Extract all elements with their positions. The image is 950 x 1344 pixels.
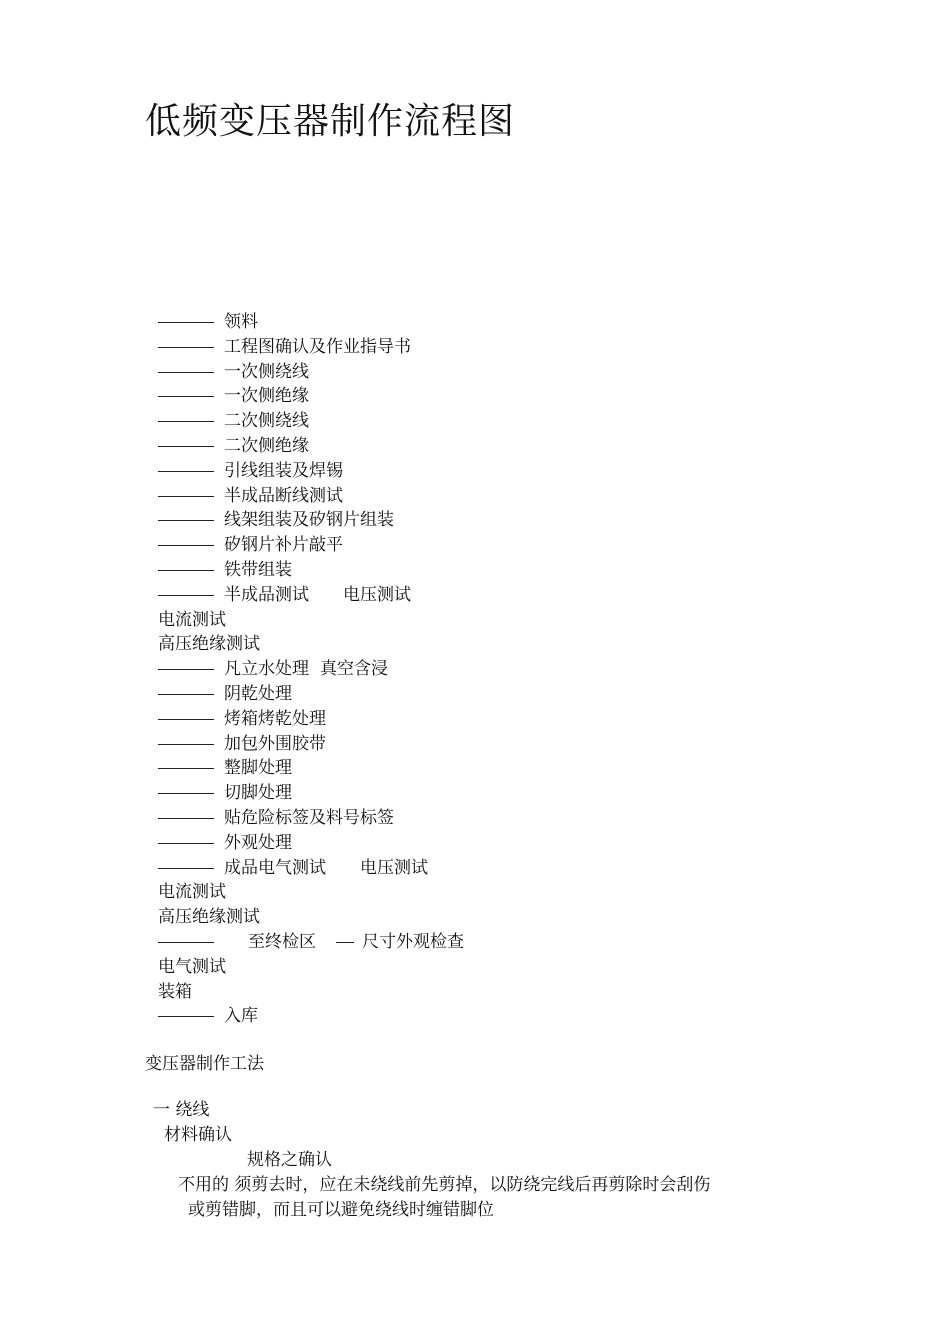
dash-line xyxy=(158,669,214,670)
dash-line xyxy=(158,496,214,497)
dash-line xyxy=(158,570,214,571)
flow-step xyxy=(158,732,758,757)
paragraph-line: 不用的 须剪去时，应在未绕线前先剪掉，以防绕完线后再剪除时会刮伤 xyxy=(178,1175,711,1195)
step-label: 切脚处理 xyxy=(224,783,292,804)
step-label: 外观处理 xyxy=(224,832,292,853)
flow-sub-step xyxy=(158,632,758,657)
sub-step-label: 尺寸外观检查 xyxy=(362,931,464,952)
dash-line xyxy=(158,942,214,943)
step-label: 一次侧绕线 xyxy=(224,361,309,382)
dash-line xyxy=(158,520,214,521)
paragraph-line: 或剪错脚，而且可以避免绕线时缠错脚位 xyxy=(188,1200,494,1220)
flow-step xyxy=(158,583,758,608)
sub-step-label: 高压绝缘测试 xyxy=(158,907,260,928)
step-label: 贴危险标签及料号标签 xyxy=(224,807,394,828)
flow-step xyxy=(158,558,758,583)
dash-line xyxy=(158,694,214,695)
dash-line xyxy=(158,1016,214,1017)
step-label: 半成品断线测试 xyxy=(224,485,343,506)
flow-step xyxy=(158,1004,758,1029)
dash-line xyxy=(158,868,214,869)
dash-line xyxy=(158,396,214,397)
step-label: 烤箱烤乾处理 xyxy=(224,708,326,729)
flow-sub-step xyxy=(158,880,758,905)
step-label: 引线组装及焊锡 xyxy=(224,460,343,481)
step-label: 阴乾处理 xyxy=(224,683,292,704)
step-label: 至终检区 xyxy=(248,931,316,952)
step-label: 二次侧绕线 xyxy=(224,411,309,432)
flow-step xyxy=(158,508,758,533)
flow-step xyxy=(158,484,758,509)
step-label: 二次侧绝缘 xyxy=(224,435,309,456)
flow-step xyxy=(158,756,758,781)
flow-step xyxy=(158,707,758,732)
flow-step xyxy=(158,310,758,335)
flow-step xyxy=(158,434,758,459)
flow-step xyxy=(158,781,758,806)
flow-step xyxy=(158,657,758,682)
sub-step-label: 高压绝缘测试 xyxy=(158,634,260,655)
step-label: 加包外围胶带 xyxy=(224,733,326,754)
flow-step xyxy=(158,533,758,558)
dash-line xyxy=(158,744,214,745)
step-label: 矽钢片补片敲平 xyxy=(224,535,343,556)
dash-line xyxy=(158,768,214,769)
flow-step xyxy=(158,335,758,360)
step-label: 凡立水处理 xyxy=(224,659,309,680)
dash-line xyxy=(158,372,214,373)
short-dash-line xyxy=(336,942,354,943)
step-label: 领料 xyxy=(224,312,258,332)
sub-step-label: 电压测试 xyxy=(360,857,428,878)
dash-line xyxy=(158,545,214,546)
step-label: 线架组装及矽钢片组装 xyxy=(224,510,394,531)
section-title: 变压器制作工法 xyxy=(145,1054,264,1074)
dash-line xyxy=(158,471,214,472)
flow-step xyxy=(158,856,758,881)
dash-line xyxy=(158,793,214,794)
sub-step-label: 电流测试 xyxy=(158,882,226,903)
step-label: 成品电气测试 xyxy=(224,857,326,878)
flow-step xyxy=(158,409,758,434)
sub-step-label: 电流测试 xyxy=(158,609,226,630)
subsection-item: 材料确认 xyxy=(164,1125,232,1145)
flow-sub-step xyxy=(158,980,758,1005)
flow-step xyxy=(158,682,758,707)
sub-step-label: 装箱 xyxy=(158,981,192,1002)
process-flow-list xyxy=(158,310,758,1029)
dash-line xyxy=(158,446,214,447)
subsection-item: 规格之确认 xyxy=(247,1150,332,1170)
step-label: 铁带组装 xyxy=(224,559,292,580)
step-label: 整脚处理 xyxy=(224,758,292,779)
flow-step xyxy=(158,806,758,831)
step-label: 入库 xyxy=(224,1006,258,1027)
flow-step xyxy=(158,459,758,484)
dash-line xyxy=(158,843,214,844)
flow-step xyxy=(158,831,758,856)
dash-line xyxy=(158,595,214,596)
step-label: 一次侧绝缘 xyxy=(224,386,309,407)
flow-sub-step xyxy=(158,905,758,930)
subsection-heading: 一 绕线 xyxy=(153,1100,210,1120)
flow-sub-step xyxy=(158,955,758,980)
step-label: 工程图确认及作业指导书 xyxy=(224,336,411,357)
dash-line xyxy=(158,322,214,323)
sub-step-label: 电气测试 xyxy=(158,956,226,977)
page-title: 低频变压器制作流程图 xyxy=(145,101,516,142)
flow-step xyxy=(158,360,758,385)
dash-line xyxy=(158,719,214,720)
sub-step-label: 真空含浸 xyxy=(320,659,388,680)
flow-step xyxy=(158,384,758,409)
dash-line xyxy=(158,347,214,348)
flow-sub-step xyxy=(158,608,758,633)
dash-line xyxy=(158,818,214,819)
sub-step-label: 电压测试 xyxy=(343,584,411,605)
dash-line xyxy=(158,421,214,422)
flow-step xyxy=(158,930,758,955)
step-label: 半成品测试 xyxy=(224,584,309,605)
